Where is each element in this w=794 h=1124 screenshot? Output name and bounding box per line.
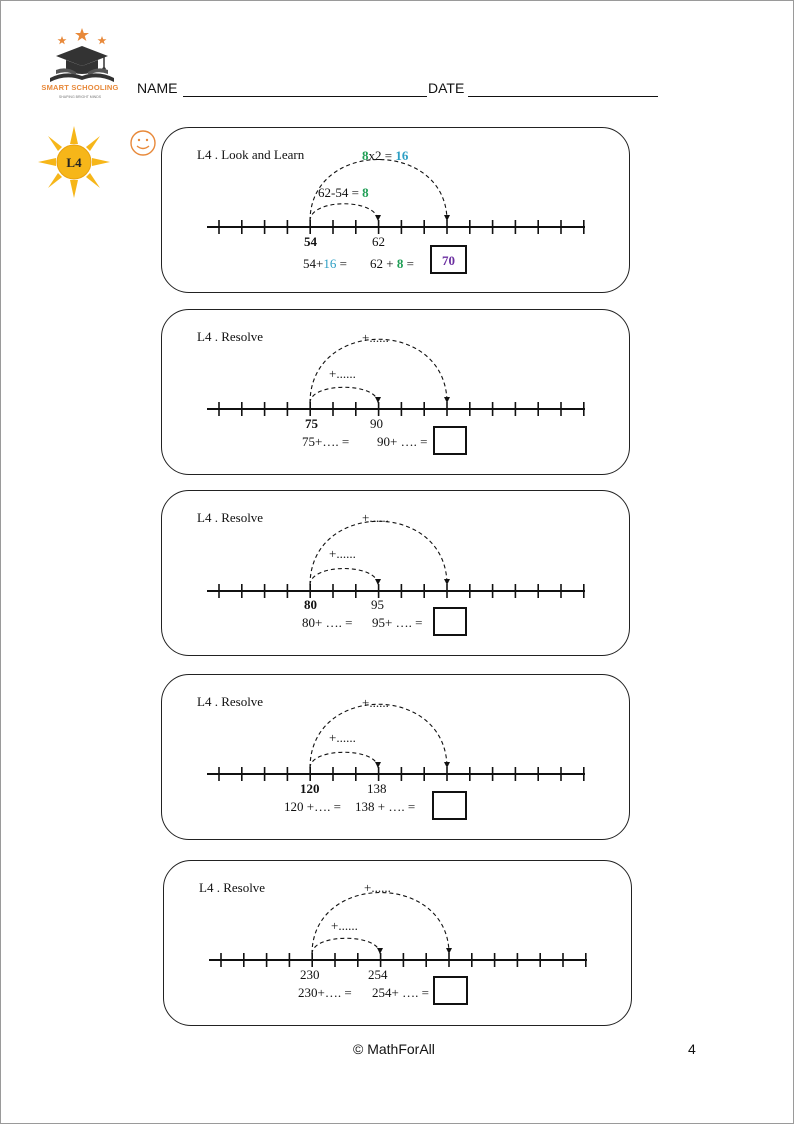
difference: 8: [362, 185, 369, 200]
equation-1: [303, 256, 347, 272]
equation-2: 254+ …. =: [372, 985, 429, 1000]
eq2-start: 62 +: [370, 256, 397, 271]
start-number: 230: [300, 967, 320, 982]
answer-box[interactable]: [430, 245, 467, 274]
multiplier: 8: [362, 148, 369, 163]
smiley-icon: [128, 128, 160, 160]
mid-number: 90: [370, 416, 383, 431]
panel-title: L4 . Resolve: [199, 880, 266, 895]
panel-title: L4 . Resolve: [197, 694, 264, 709]
arc-top-label: +......: [362, 330, 389, 345]
equation-2: [370, 256, 414, 272]
mid-number: 95: [371, 597, 384, 612]
arrowhead: [446, 948, 452, 954]
arrowhead: [375, 397, 381, 403]
mid-number: 254: [368, 967, 388, 982]
name-label: NAME: [137, 80, 178, 96]
product: 16: [395, 148, 409, 163]
arc-top-label: +......: [364, 880, 391, 895]
arc-mid-label: +......: [329, 546, 356, 561]
start-number: 54: [304, 234, 317, 249]
eq1-addend: 16: [323, 256, 337, 271]
equation-1: 230+…. =: [298, 985, 352, 1000]
page-number: 4: [688, 1041, 696, 1057]
arc-mid-label: +......: [331, 918, 358, 933]
answer-box[interactable]: [433, 426, 467, 455]
eq2-addend: 8: [396, 256, 404, 271]
multiply-expr: x2 =: [368, 148, 396, 163]
arc-mid-label: +......: [329, 730, 356, 745]
answer-box[interactable]: [432, 791, 467, 820]
panel-resolve-2: [161, 490, 630, 656]
name-input-line[interactable]: [183, 96, 427, 97]
panel-look-and-learn: [161, 127, 630, 293]
equation-2: 90+ …. =: [377, 434, 428, 449]
arrowhead: [375, 579, 381, 585]
date-input-line[interactable]: [468, 96, 658, 97]
start-number: 80: [304, 597, 317, 612]
panel-resolve-4: [163, 860, 632, 1026]
answer-value: 70: [442, 253, 455, 268]
panel-title: L4 . Resolve: [197, 329, 264, 344]
equation-2: 95+ …. =: [372, 615, 423, 630]
copyright: © MathForAll: [353, 1041, 435, 1057]
equation-1: 120 +…. =: [284, 799, 341, 814]
arrowhead: [375, 762, 381, 768]
eq1-equals: =: [336, 256, 347, 271]
equation-1: 80+ …. =: [302, 615, 353, 630]
graduation-cap-logo-icon: [36, 26, 128, 104]
arrowhead: [375, 215, 381, 221]
equation-2: 138 + …. =: [355, 799, 416, 814]
brand-name: SMART SCHOOLING: [41, 83, 119, 92]
jump-arc-small: [312, 938, 380, 954]
equation-1: 75+…. =: [302, 434, 350, 449]
answer-box[interactable]: [433, 976, 468, 1005]
arc-mid-label: +......: [329, 366, 356, 381]
panel-resolve-1: [161, 309, 630, 475]
brand-tagline: SHAPING BRIGHT MINDS: [58, 95, 102, 99]
difference-expr: 62-54 =: [318, 185, 363, 200]
arrowhead: [444, 579, 450, 585]
panel-title: L4 . Look and Learn: [197, 147, 305, 162]
panel-title: L4 . Resolve: [197, 510, 264, 525]
jump-arc-small: [310, 752, 378, 768]
eq2-equals: =: [403, 256, 414, 271]
arc-mid-label: [318, 185, 369, 201]
arc-top-label: +......: [362, 695, 389, 710]
arrowhead: [444, 762, 450, 768]
arc-top-label: +......: [362, 510, 389, 525]
eq1-start: 54+: [303, 256, 324, 271]
arrowhead: [444, 397, 450, 403]
sun-badge-icon: [38, 126, 110, 198]
date-label: DATE: [428, 80, 465, 96]
arrowhead: [444, 215, 450, 221]
jump-arc-small: [310, 387, 378, 403]
badge-label: L4: [66, 155, 82, 170]
arrowhead: [377, 948, 383, 954]
mid-number: 62: [372, 234, 385, 249]
answer-box[interactable]: [433, 607, 467, 636]
start-number: 75: [305, 416, 318, 431]
jump-arc-small: [310, 204, 378, 221]
start-number: 120: [300, 781, 320, 796]
panel-resolve-3: [161, 674, 630, 840]
arc-top-label: [362, 148, 408, 164]
jump-arc-small: [310, 569, 378, 586]
mid-number: 138: [367, 781, 387, 796]
